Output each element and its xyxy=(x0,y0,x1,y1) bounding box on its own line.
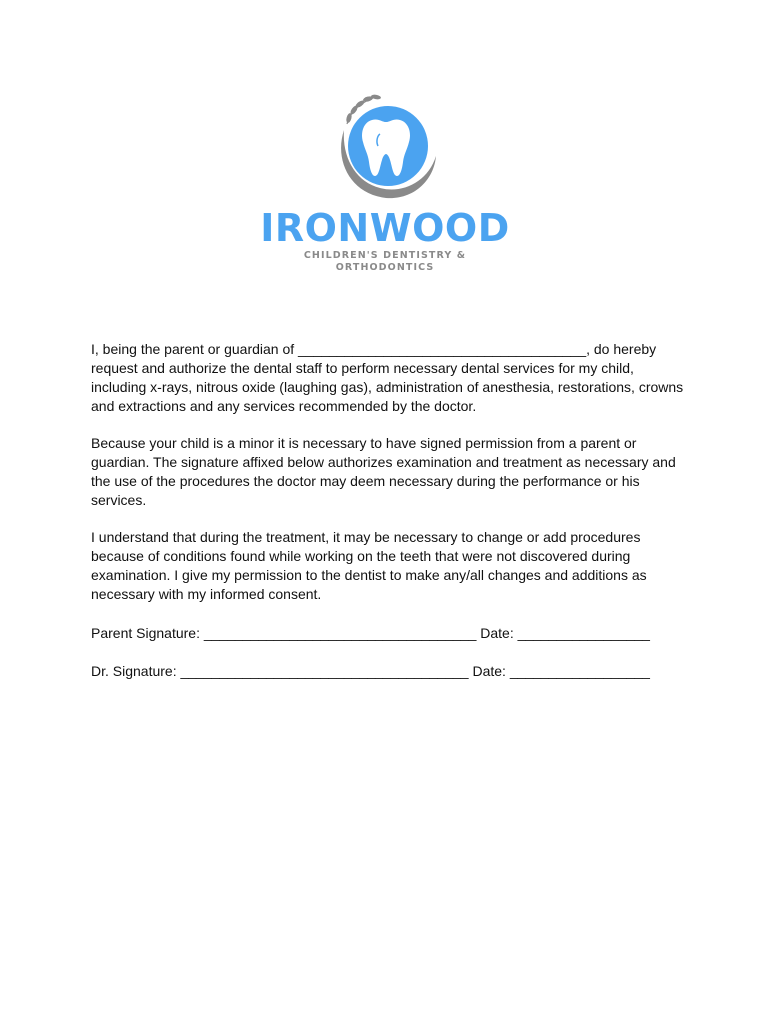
practice-logo xyxy=(255,90,515,273)
brand-tagline: CHILDREN'S DENTISTRY & ORTHODONTICS xyxy=(303,250,467,273)
parent-signature-line: Parent Signature: ___________________________________ Date: _________________ xyxy=(91,625,650,641)
consent-paragraph-2: Because your child is a minor it is necessary to have signed permission from a parent or guardian. The signature affixed below authorizes examination and treatment as necessary and the use of the procedures the doctor may deem necessary during the performance or his services. xyxy=(91,435,676,508)
consent-paragraph-1: I, being the parent or guardian of _____________________________________, do hereby request and authorize the dental staff to perform necessary dental services for my child, including x-rays, nitrous oxide (laughing gas), administration of anesthesia, restorations, crowns and extractions and any services recommended by the doctor. xyxy=(91,341,684,414)
tooth-leaf-emblem-icon xyxy=(330,90,440,205)
consent-paragraph-3: I understand that during the treatment, it may be necessary to change or add procedures because of conditions found while working on the teeth that were not discovered during examination. I give my permission to the dentist to make any/all changes and additions as necessary with my informed consent. xyxy=(91,529,647,602)
doctor-signature-line: Dr. Signature: _____________________________________ Date: __________________ xyxy=(91,663,650,679)
brand-name: IRONWOOD xyxy=(260,206,510,250)
consent-body xyxy=(91,340,691,681)
